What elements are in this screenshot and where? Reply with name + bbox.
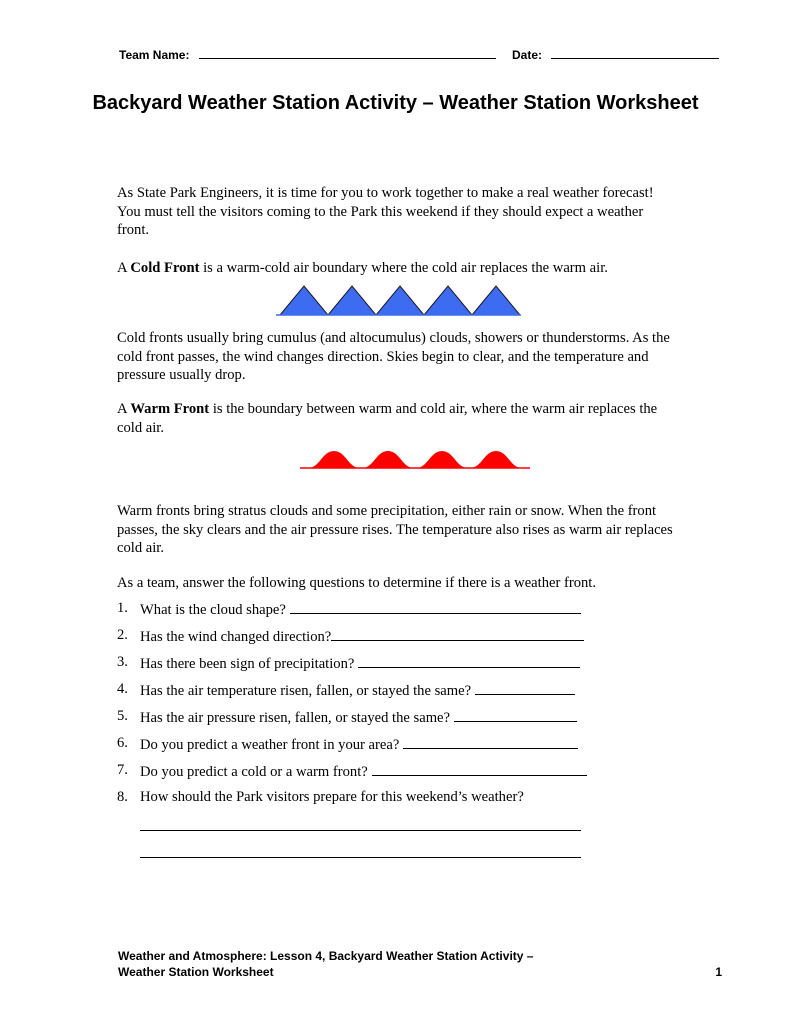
date-line[interactable] [551,46,719,59]
answer-line-8a[interactable] [140,830,581,831]
cold-front-triangle [280,286,328,315]
answer-line[interactable] [358,653,580,668]
warm-front-semicircle [470,451,522,468]
cold-front-triangle [328,286,376,315]
page-footer [118,948,722,980]
warm-front-semicircle [362,451,414,468]
question-item [117,626,677,653]
question-number: 6. [117,735,128,751]
question-text: Do you predict a weather front in your area? [140,737,400,753]
question-text: Has the air pressure risen, fallen, or stayed the same? [140,710,450,726]
question-number: 4. [117,681,128,697]
footer-line-2: Weather Station Worksheet [118,965,274,979]
warm-front-semicircle [308,451,360,468]
question-number: 2. [117,627,128,643]
cold-front-prefix: A [117,260,131,276]
question-text: Has there been sign of precipitation? [140,656,355,672]
date-field[interactable] [512,46,719,62]
question-number: 5. [117,708,128,724]
date-label: Date: [512,48,543,62]
question-item [117,761,677,788]
question-text: How should the Park visitors prepare for this weekend’s weather? [140,789,524,805]
answer-line-8b[interactable] [140,857,581,858]
cold-front-description: Cold fronts usually bring cumulus (and altocumulus) clouds, showers or thunderstorms. As the cold front passes, the wind changes direction. Skies begin to clear, and the temperature and pressure usually drop. [117,330,670,383]
team-name-line[interactable] [199,46,496,59]
cold-front-triangle [472,286,520,315]
cold-front-definition-text: is a warm-cold air boundary where the cold air replaces the warm air. [199,260,608,276]
question-item [117,707,677,734]
question-item [117,599,677,626]
intro-paragraph: As State Park Engineers, it is time for you to work together to make a real weather forecast! You must tell the visitors coming to the Park this weekend if they should expect a weather front. [117,185,654,238]
warm-front-symbol [300,448,530,470]
question-item [117,653,677,680]
team-name-field[interactable] [119,46,496,62]
warm-front-description: Warm fronts bring stratus clouds and some precipitation, either rain or snow. When the front passes, the sky clears and the air pressure rises. The temperature also rises as warm air replaces cold air. [117,503,673,556]
cold-front-definition [117,259,677,278]
warm-front-definition-text: is the boundary between warm and cold air, where the warm air replaces the cold air. [117,401,658,436]
instructions: As a team, answer the following questions to determine if there is a weather front. [117,575,597,591]
cold-front-triangle [376,286,424,315]
question-text: Has the air temperature risen, fallen, or stayed the same? [140,683,472,699]
answer-line[interactable] [403,734,578,749]
page-title: Backyard Weather Station Activity – Weather Station Worksheet [92,92,699,114]
footer-line-1: Weather and Atmosphere: Lesson 4, Backyard Weather Station Activity – [118,949,534,963]
question-text: Has the wind changed direction? [140,629,332,645]
cold-front-triangle [424,286,472,315]
answer-line[interactable] [475,680,575,695]
answer-line[interactable] [331,626,584,641]
question-item [117,788,677,815]
answer-line[interactable] [454,707,577,722]
team-name-label: Team Name: [119,48,190,62]
cold-front-term: Cold Front [130,260,200,276]
question-number: 3. [117,654,128,670]
question-item [117,734,677,761]
cold-front-symbol [276,285,521,317]
answer-line[interactable] [290,599,581,614]
question-item [117,680,677,707]
warm-front-term: Warm Front [130,401,210,417]
question-text: Do you predict a cold or a warm front? [140,764,368,780]
answer-line[interactable] [372,761,587,776]
question-number: 7. [117,762,128,778]
question-list [117,599,677,815]
question-number: 1. [117,600,128,616]
page-number: 1 [715,965,722,979]
warm-front-prefix: A [117,401,131,417]
question-text: What is the cloud shape? [140,602,286,618]
warm-front-semicircle [416,451,468,468]
question-number: 8. [117,789,128,805]
warm-front-definition [117,400,677,437]
